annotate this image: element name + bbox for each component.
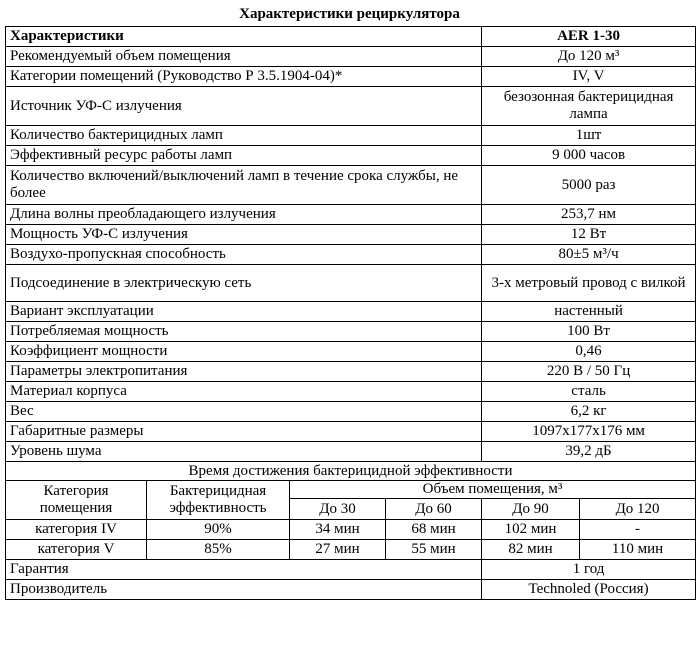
category-cell: категория IV (6, 520, 147, 540)
spec-label: Категории помещений (Руководство Р 3.5.1904-04)* (6, 67, 482, 87)
efficiency-header-row (6, 481, 696, 499)
table-row (6, 322, 696, 342)
spec-label: Уровень шума (6, 442, 482, 462)
time-cell: 68 мин (386, 520, 482, 540)
table-row (6, 245, 696, 265)
spec-label: Вес (6, 402, 482, 422)
volume-header: До 120 (580, 499, 696, 520)
table-row (6, 205, 696, 225)
table-row (6, 442, 696, 462)
spec-label: Материал корпуса (6, 382, 482, 402)
spec-value: сталь (482, 382, 696, 402)
table-row (6, 146, 696, 166)
table-row (6, 580, 696, 600)
spec-label: Вариант эксплуатации (6, 302, 482, 322)
document-title: Характеристики рециркулятора (239, 6, 460, 22)
table-header-row (6, 27, 696, 47)
footer-value: 1 год (482, 560, 696, 580)
spec-label: Габаритные размеры (6, 422, 482, 442)
spec-value: 80±5 м³/ч (482, 245, 696, 265)
table-row (6, 47, 696, 67)
efficiency-section-title: Время достижения бактерицидной эффективности (6, 462, 696, 481)
efficiency-column-header: Бактерицидная эффективность (147, 481, 290, 520)
table-row (6, 382, 696, 402)
spec-value: 1шт (482, 126, 696, 146)
footer-value: Technoled (Россия) (482, 580, 696, 600)
spec-value: 220 В / 50 Гц (482, 362, 696, 382)
table-row (6, 402, 696, 422)
efficiency-cell: 85% (147, 540, 290, 560)
spec-label: Источник УФ-С излучения (6, 87, 482, 126)
spec-label: Рекомендуемый объем помещения (6, 47, 482, 67)
spec-label: Количество включений/выключений ламп в течение срока службы, не более (6, 166, 482, 205)
footer-label: Производитель (6, 580, 482, 600)
spec-value: настенный (482, 302, 696, 322)
spec-label: Мощность УФ-С излучения (6, 225, 482, 245)
specs-table (5, 26, 696, 600)
efficiency-cell: 90% (147, 520, 290, 540)
table-row (6, 302, 696, 322)
header-model: AER 1-30 (482, 27, 696, 47)
category-column-header: Категория помещения (6, 481, 147, 520)
spec-value: 1097х177х176 мм (482, 422, 696, 442)
header-param: Характеристики (6, 27, 482, 47)
spec-label: Подсоединение в электрическую сеть (6, 265, 482, 302)
spec-value: 39,2 дБ (482, 442, 696, 462)
efficiency-row (6, 520, 696, 540)
table-row (6, 166, 696, 205)
volume-header: До 60 (386, 499, 482, 520)
spec-label: Параметры электропитания (6, 362, 482, 382)
table-row (6, 422, 696, 442)
spec-value: 100 Вт (482, 322, 696, 342)
spec-value: IV, V (482, 67, 696, 87)
table-row (6, 560, 696, 580)
spec-label: Коэффициент мощности (6, 342, 482, 362)
section-title-row (6, 462, 696, 481)
table-row (6, 126, 696, 146)
volume-column-header: Объем помещения, м³ (290, 481, 696, 499)
spec-value: 5000 раз (482, 166, 696, 205)
table-row (6, 362, 696, 382)
spec-value: До 120 м³ (482, 47, 696, 67)
time-cell: 82 мин (482, 540, 580, 560)
spec-label: Эффективный ресурс работы ламп (6, 146, 482, 166)
time-cell: 34 мин (290, 520, 386, 540)
table-row (6, 342, 696, 362)
spec-value: 0,46 (482, 342, 696, 362)
efficiency-row (6, 540, 696, 560)
spec-value: 3-х метровый провод с вилкой (482, 265, 696, 302)
spec-label: Длина волны преобладающего излучения (6, 205, 482, 225)
spec-label: Потребляемая мощность (6, 322, 482, 342)
volume-header: До 90 (482, 499, 580, 520)
volume-header: До 30 (290, 499, 386, 520)
spec-value: безозонная бактерицидная лампа (482, 87, 696, 126)
time-cell: 110 мин (580, 540, 696, 560)
time-cell: 55 мин (386, 540, 482, 560)
spec-value: 253,7 нм (482, 205, 696, 225)
spec-value: 12 Вт (482, 225, 696, 245)
time-cell: 102 мин (482, 520, 580, 540)
time-cell: 27 мин (290, 540, 386, 560)
table-row (6, 225, 696, 245)
category-cell: категория V (6, 540, 147, 560)
footer-label: Гарантия (6, 560, 482, 580)
table-row (6, 265, 696, 302)
spec-label: Воздухо-пропускная способность (6, 245, 482, 265)
spec-label: Количество бактерицидных ламп (6, 126, 482, 146)
spec-value: 9 000 часов (482, 146, 696, 166)
time-cell: - (580, 520, 696, 540)
table-row (6, 87, 696, 126)
table-row (6, 67, 696, 87)
spec-value: 6,2 кг (482, 402, 696, 422)
